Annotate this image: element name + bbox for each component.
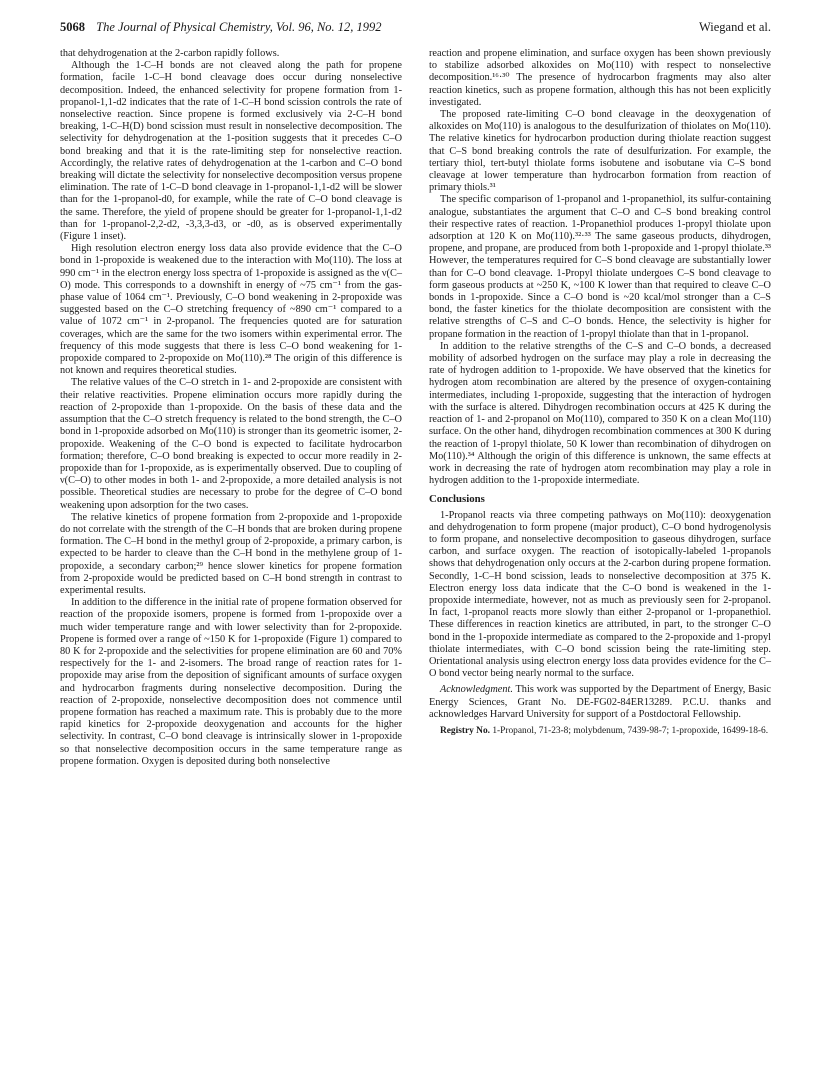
paragraph: In addition to the relative strengths of the C–S and C–O bonds, a decreased mobility of adsorbed hydrogen on the surface may play a role in decreasing the rate of hydrogen addition to 1-propoxide. We have observed that the kinetics for hydrogen atom recombination are altered by the presence of oxygen-containing intermediates, including 1-propoxide, suggesting that the interaction of hydrogen with the surface is altered. Dihydrogen recombination occurs at 425 K during the reaction of 1- and 2-propanol on Mo(110), compared to 350 K on a clean Mo(110) surface. On the other hand, dihydrogen recombination commences at 300 K during the reaction of 1-propyl thiolate, 50 K lower than recombination of dihydrogen on Mo(110).³⁴ Although the origin of this difference is unknown, the same effects at work in decreasing the rate of hydrogen atom recombination may play a role in hydrogen addition to the 1-propoxide intermediate. [429, 340, 771, 487]
page-header [60, 20, 771, 38]
paragraph: Although the 1-C–H bonds are not cleaved along the path for propene formation, facile 1-C–H bond cleavage does occur during nonselective decomposition. Indeed, the enhanced selectivity for propene formation from 1-propanol-1,1-d2 indicates that the rate of 1-C–H bond scission controls the rate of nonselective reaction. Since propene is formed exclusively via 2-C–H bond breaking, 1-C–H(D) bond scission must result in nonselective decomposition. The selectivity for dehydrogenation at the 1-position suggests that it precedes C–O bond breaking and that it is the rate-limiting step for nonselective reaction. Accordingly, the relative rates of dehydrogenation at the 1-carbon and C–O bond breaking will dictate the selectivity for nonselective decomposition versus propene elimination. The rate of 1-C–D bond cleavage in 1-propanol-1,1-d2 will be slower than for the 1-propanol-d0, for example, while the rate of C–O bond cleavage is the same. Therefore, the yield of propene should be greater for 1-propanol-1,1-d2 than for 1-propanol-2,2-d2, -3,3,3-d3, or -d0, as is observed experimentally (Figure 1 inset). [60, 60, 402, 243]
journal-citation: The Journal of Physical Chemistry, Vol. 96, No. 12, 1992 [96, 20, 382, 34]
paragraph: reaction and propene elimination, and surface oxygen has been shown previously to stabilize adsorbed alkoxides on Mo(110) with respect to nonselective decomposition.¹⁶·³⁰ The presence of hydrocarbon fragments may also alter reaction kinetics, such as propene formation, although this has not been explicitly investigated. [429, 48, 771, 108]
acknowledgment [429, 684, 771, 721]
running-author: Wiegand et al. [698, 20, 771, 34]
page-number: 5068 [60, 20, 85, 34]
right-column [429, 48, 771, 737]
paragraph: The relative kinetics of propene formation from 2-propoxide and 1-propoxide do not correlate with the strength of the C–H bonds that are broken during propene formation. The C–H bond in the methyl group of 2-propoxide, a primary carbon, is expected to be harder to cleave than the C–H bond in the methylene group of 1-propoxide, a secondary carbon;²⁹ hence slower kinetics for propene formation from 2-propoxide would be predicted based on C–H bond strength in contrast to experimental results. [60, 511, 402, 596]
paragraph: In addition to the difference in the initial rate of propene formation observed for reaction of the propoxide isomers, propene is formed from 1-propoxide over a much wider temperature range and with lower selectivity than for 2-propoxide. Propene is formed over a range of ~150 K for 1-propoxide (Figure 1) compared to 80 K for 2-propoxide and the selectivities for propene elimination are 60 and 70% respectively for the 1- and 2-isomers. The broad range of reaction rates for 1-propoxide may arise from the deposition of significant amounts of surface oxygen and hydrocarbon fragments during nonselective decomposition. During the reaction of 2-propoxide, nonselective decomposition does not commence until propene formation has reached a maximum rate. This is probably due to the more rapid kinetics for 2-propoxide deoxygenation and accounts for the higher selectivity. In contrast, C–O bond cleavage is intrinsically slower in 1-propoxide so that nonselective decomposition occurs in the same temperature range as propene formation. Oxygen is deposited during both nonselective [60, 597, 402, 767]
paragraph: The specific comparison of 1-propanol and 1-propanethiol, its sulfur-containing analogue, substantiates the argument that C–O and C–S bond breaking control their respective rates of reaction. 1-Propanethiol produces 1-propyl thiolate upon adsorption at 120 K on Mo(110).³²·³³ The same gaseous products, dihydrogen, propene, and propane, are produced from both 1-propoxide and 1-propyl thiolate.³³ However, the temperatures required for C–S bond cleavage are substantially lower than for C–O bond cleavage. 1-Propyl thiolate undergoes C–S bond cleavage to form gaseous products at ~250 K, ~100 K lower than that required to cleave C–O bonds in 1-propoxide. Since a C–O bond is ~20 kcal/mol stronger than a C–S bond, the faster kinetics for the thiolate decomposition are consistent with the relative strengths of C–S and C–O bonds. Hence, the selectivity is higher for propane formation in the reaction of 1-propyl thiolate than that in 1-propanol. [429, 194, 771, 340]
acknowledgment-text: This work was supported by the Department of Energy, Basic Energy Sciences, Grant No. DE-FG02-84ER13289. P.C.U. thanks and acknowledges Harvard University for support of a Postdoctoral Fellowship. [429, 684, 771, 720]
registry-numbers [429, 726, 771, 737]
paragraph: The proposed rate-limiting C–O bond cleavage in the deoxygenation of alkoxides on Mo(110) is analogous to the desulfurization of thiolates on Mo(110). The relative kinetics for hydrocarbon production during thiolate reaction suggest that C–S bond breaking controls the rate of desulfurization. For example, the tertiary thiol, tert-butyl thiolate forms isobutene and isobutane via C–S bond cleavage at lower temperature than hydrocarbon formation from reaction of primary thiols.³¹ [429, 109, 771, 194]
acknowledgment-lead: Acknowledgment. [440, 684, 513, 696]
conclusions-paragraph: 1-Propanol reacts via three competing pathways on Mo(110): deoxygenation and dehydrogenation to form propene (major product), C–O bond hydrogenolysis to form propane, and nonselective decomposition to gaseous dihydrogen, surface carbon, and surface oxygen. The reaction of isotopically-labeled 1-propanols shows that dehydrogenation only occurs at the 2-carbon during propene formation. Secondly, 1-C–H bond scission, leads to nonselective decomposition at 375 K. Electron energy loss data indicate that the C–O bond is weakened in the 1-propoxide intermediate, however, not as much as previously seen for 2-propanol. In fact, 1-propanol reacts more slowly than either 2-propanol or 1-propanethiol. These differences in reaction kinetics are attributed, in part, to the stronger C–O bond in the 1-propoxide intermediate as compared to the 2-propoxide and 1-propyl thiolate intermediates, with C–O bond scission being the rate-limiting step. Orientational analysis using electron energy loss data provides evidence for the C–O bond vector being nearly normal to the surface. [429, 509, 771, 680]
registry-text: 1-Propanol, 71-23-8; molybdenum, 7439-98-7; 1-propoxide, 16499-18-6. [492, 725, 769, 736]
conclusions-heading: Conclusions [429, 493, 485, 506]
registry-lead: Registry No. [440, 725, 490, 736]
left-column [60, 48, 402, 768]
paragraph: The relative values of the C–O stretch in 1- and 2-propoxide are consistent with their relative reactivities. Propene elimination occurs more rapidly during the reaction of 2-propoxide than 1-propoxide. On the basis of these data and the assumption that the C–O stretch frequency is related to the bond strength, the C–O bond in 1-propoxide adsorbed on Mo(110) is stronger than its geometric isomer, 2-propoxide. Weakening of the C–O bond is expected to facilitate hydrocarbon formation; therefore, C–O bond breaking is expected to occur more readily in 2-propoxide than for 1-propoxide, as is experimentally observed. Due to coupling of ν(C–O) to other modes in both 1- and 2-propoxide, a more detailed analysis is not possible. Theoretical studies are necessary to probe for the degree of C–O bond weakening upon adsorption for the two cases. [60, 377, 402, 511]
paragraph: that dehydrogenation at the 2-carbon rapidly follows. [60, 48, 280, 59]
paragraph: High resolution electron energy loss data also provide evidence that the C–O bond in 1-propoxide is weakened due to the interaction with Mo(110). The loss at 990 cm⁻¹ in the electron energy loss spectra of 1-propoxide is assigned as the ν(C–O) mode. This corresponds to a downshift in energy of ~75 cm⁻¹ from the gas-phase value of 1064 cm⁻¹. Previously, C–O bond weakening in 2-propoxide was suggested based on the C–O stretching frequency of ~890 cm⁻¹ compared to a value of 1072 cm⁻¹ in 2-propanol. The frequencies quoted are for saturation coverages, which are the same for the two isomers within experimental error. The frequency of this mode suggests that there is less C–O bond weakening for 1-propoxide compared to 2-propoxide on Mo(110).²⁸ The origin of this difference is not known and requires theoretical studies. [60, 243, 402, 377]
header-left [60, 20, 382, 35]
